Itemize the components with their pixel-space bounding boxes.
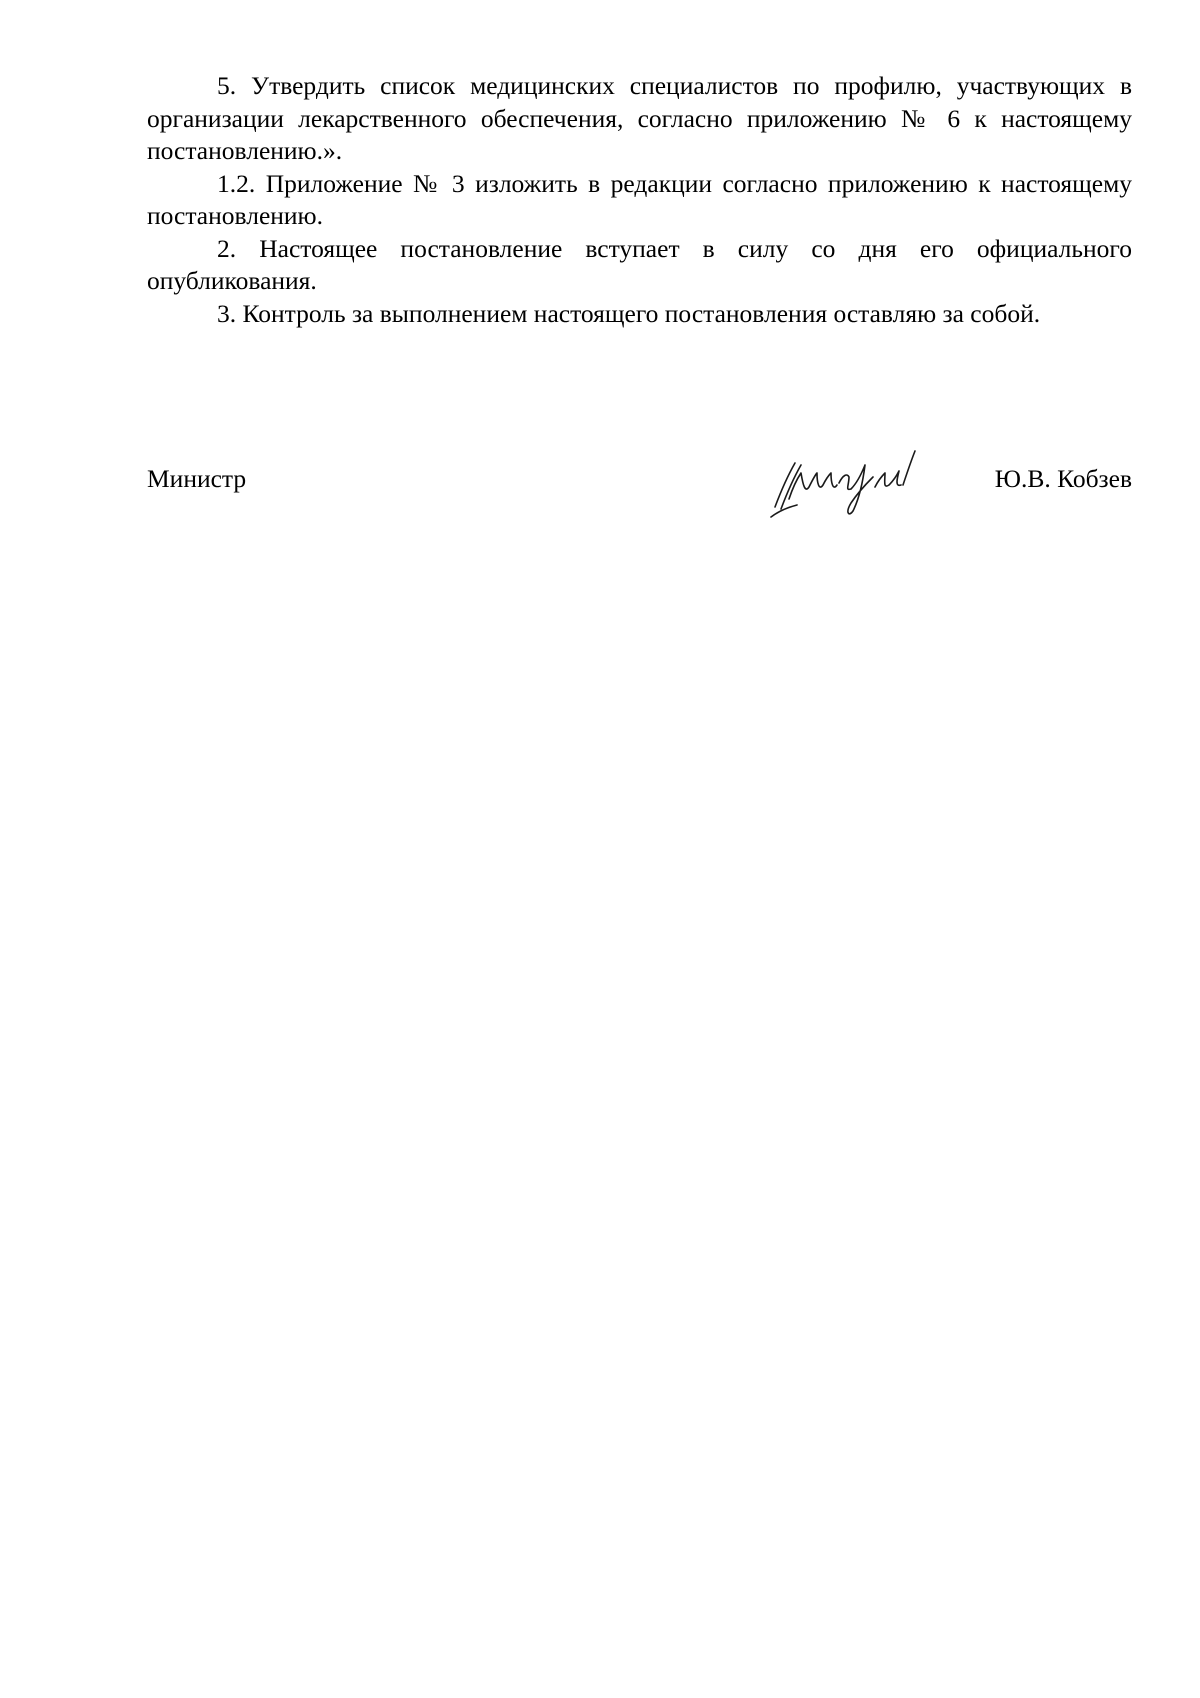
paragraph-item-1-2: 1.2. Приложение № 3 изложить в редакции согласно приложению к настоящему постановлению. <box>147 168 1132 230</box>
paragraph-item-2: 2. Настоящее постановление вступает в силу со дня его официального опубликования. <box>147 233 1132 295</box>
handwritten-signature <box>767 447 937 521</box>
signature-block <box>147 463 1132 523</box>
signatory-title: Министр <box>147 464 247 493</box>
document-body <box>147 70 1132 330</box>
paragraph-item-3: 3. Контроль за выполнением настоящего постановления оставляю за собой. <box>217 298 1041 328</box>
signatory-name: Ю.В. Кобзев <box>994 464 1132 493</box>
paragraph-item-5: 5. Утвердить список медицинских специалистов по профилю, участвующих в организации лекарственного обеспечения, согласно приложению № 6 к настоящему постановлению.». <box>147 71 1132 165</box>
